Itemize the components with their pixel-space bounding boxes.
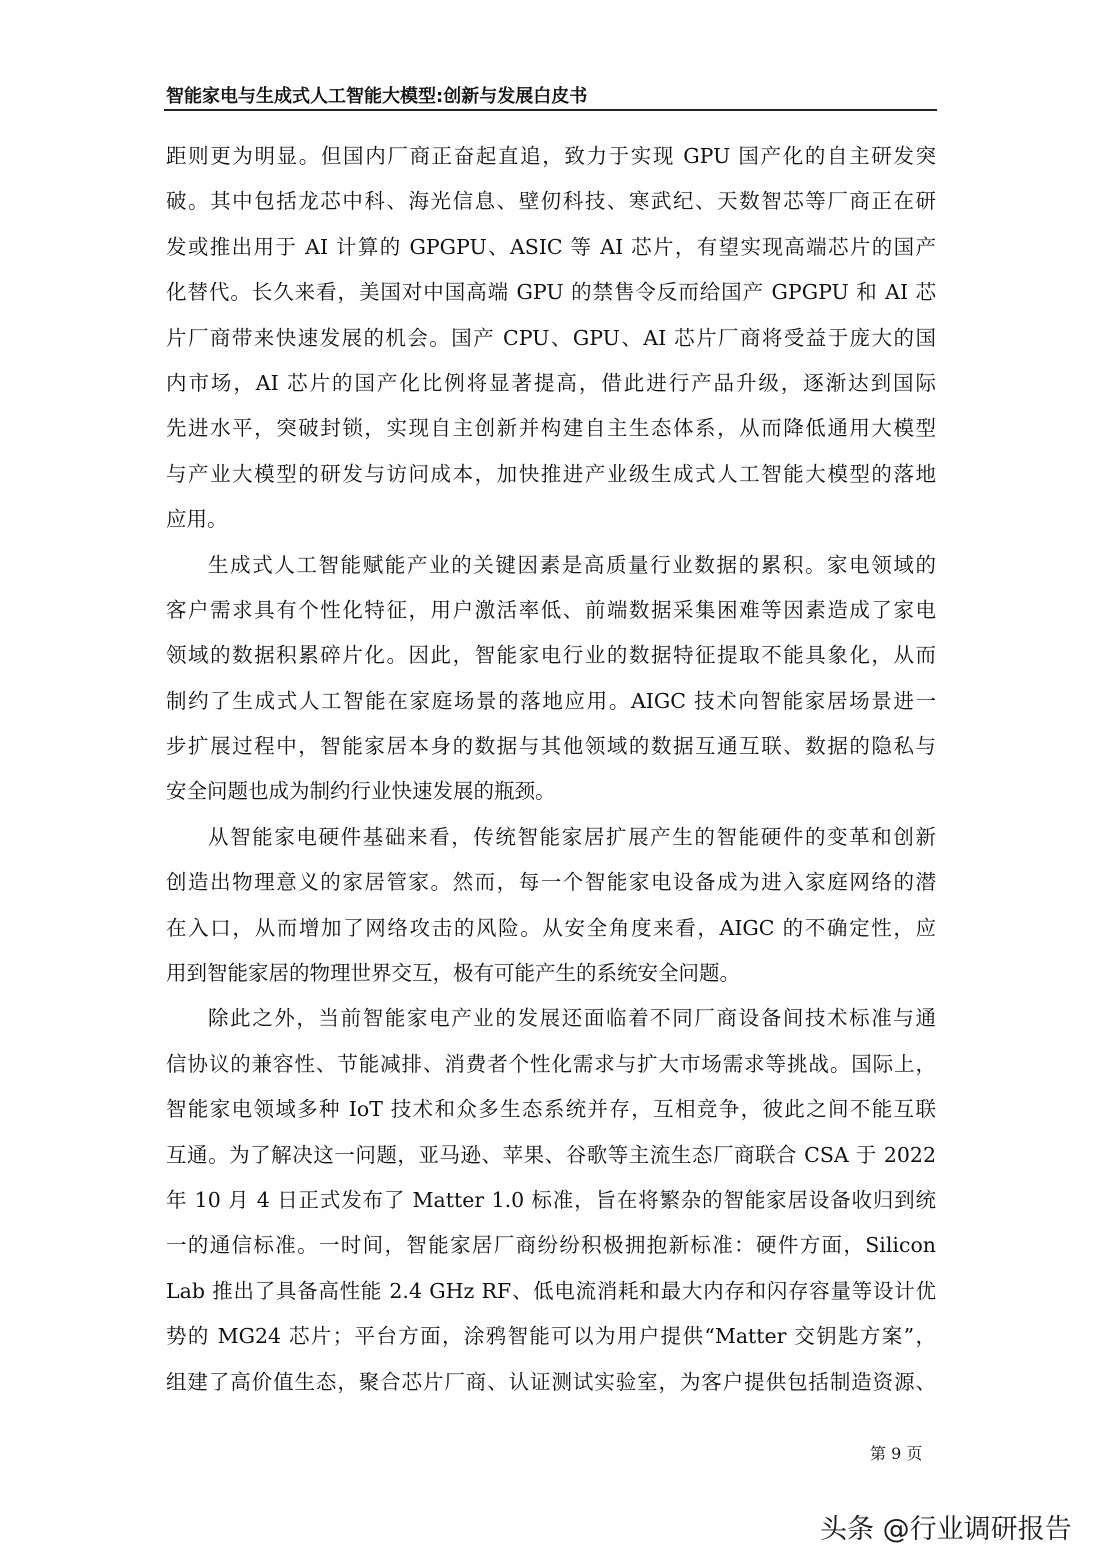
body-line: 与产业大模型的研发与访问成本，加快推进产业级生成式人工智能大模型的落地 [166, 461, 936, 486]
body-line: 客户需求具有个性化特征，用户激活率低、前端数据采集困难等因素造成了家电 [166, 597, 936, 622]
body-line: 距则更为明显。但国内厂商正奋起直追，致力于实现 GPU 国产化的自主研发突 [166, 144, 936, 168]
body-line: 除此之外，当前智能家电产业的发展还面临着不同厂商设备间技术标准与通 [208, 1006, 936, 1031]
body-line: 制约了生成式人工智能在家庭场景的落地应用。AIGC 技术向智能家居场景进一 [166, 688, 936, 713]
body-line: 先进水平，突破封锁，实现自主创新并构建自主生态体系，从而降低通用大模型 [166, 416, 936, 441]
body-line: 信协议的兼容性、节能减排、消费者个性化需求与扩大市场需求等挑战。国际上， [166, 1051, 936, 1076]
page-number: 第 9 页 [870, 1444, 923, 1463]
body-line: 领域的数据积累碎片化。因此，智能家电行业的数据特征提取不能具象化，从而 [166, 643, 936, 668]
body-line: 智能家电领域多种 IoT 技术和众多生态系统并存，互相竞争，彼此之间不能互联 [166, 1097, 936, 1122]
body-line: 应用。 [166, 507, 228, 532]
body-line: 安全问题也成为制约行业快速发展的瓶颈。 [166, 779, 556, 804]
body-line: 创造出物理意义的家居管家。然而，每一个智能家电设备成为进入家庭网络的潜 [166, 870, 936, 895]
body-line: 生成式人工智能赋能产业的关键因素是高质量行业数据的累积。家电领域的 [208, 552, 936, 577]
body-line: 互通。为了解决这一问题，亚马逊、苹果、谷歌等主流生态厂商联合 CSA 于 2022 [166, 1142, 936, 1167]
body-line: 势的 MG24 芯片；平台方面，涂鸦智能可以为用户提供“Matter 交钥匙方案”， [166, 1324, 936, 1349]
body-line: 发或推出用于 AI 计算的 GPGPU、ASIC 等 AI 芯片，有望实现高端芯片的国产 [166, 234, 936, 259]
body-line: 组建了高价值生态，聚合芯片厂商、认证测试实验室，为客户提供包括制造资源、 [166, 1369, 936, 1394]
body-line: 用到智能家居的物理世界交互，极有可能产生的系统安全问题。 [166, 961, 740, 986]
body-line: 化替代。长久来看，美国对中国高端 GPU 的禁售令反而给国产 GPGPU 和 AI 芯 [166, 280, 936, 305]
source-watermark: 头条 @行业调研报告 [820, 1514, 1072, 1545]
document-header-title: 智能家电与生成式人工智能大模型:创新与发展白皮书 [166, 86, 588, 107]
body-line: Lab 推出了具备高性能 2.4 GHz RF、低电流消耗和最大内存和闪存容量等设计优 [166, 1278, 936, 1303]
body-line: 步扩展过程中，智能家居本身的数据与其他领域的数据互通互联、数据的隐私与 [166, 734, 936, 759]
body-line: 在入口，从而增加了网络攻击的风险。从安全角度来看，AIGC 的不确定性，应 [166, 915, 936, 940]
body-line: 破。其中包括龙芯中科、海光信息、壁仞科技、寒武纪、天数智芯等厂商正在研 [166, 189, 936, 214]
body-line: 从智能家电硬件基础来看，传统智能家居扩展产生的智能硬件的变革和创新 [208, 824, 936, 849]
body-line: 年 10 月 4 日正式发布了 Matter 1.0 标准，旨在将繁杂的智能家居设备收归到统 [166, 1187, 936, 1212]
header-divider [164, 109, 937, 111]
body-line: 片厂商带来快速发展的机会。国产 CPU、GPU、AI 芯片厂商将受益于庞大的国 [166, 325, 936, 350]
body-line: 内市场，AI 芯片的国产化比例将显著提高，借此进行产品升级，逐渐达到国际 [166, 370, 936, 395]
body-line: 一的通信标准。一时间，智能家居厂商纷纷积极拥抱新标准：硬件方面，Silicon [166, 1233, 936, 1258]
document-body [166, 134, 936, 1405]
